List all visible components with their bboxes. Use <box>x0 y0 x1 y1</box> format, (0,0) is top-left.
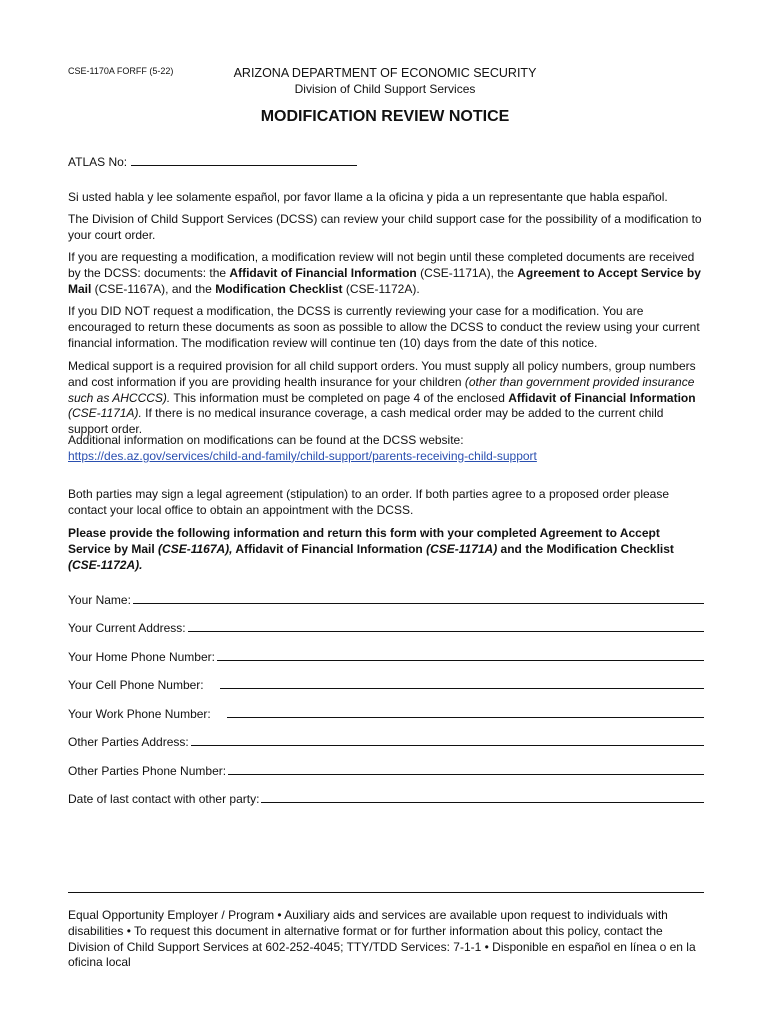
form-code: CSE-1170A FORFF (5-22) <box>68 66 174 76</box>
last-contact-field <box>68 778 704 807</box>
text-span: If there is no medical insurance coverage, a cash medical order may be added to the current child support order. <box>68 406 664 437</box>
bold-italic-span: (CSE-1172A). <box>68 557 143 572</box>
other-phone-field <box>68 749 704 778</box>
bold-italic-span: (CSE-1167A), <box>158 541 233 556</box>
address-field <box>68 607 704 636</box>
bold-span: Affidavit of Financial Information <box>232 541 427 556</box>
bold-span: Modification Checklist <box>215 281 343 296</box>
stipulation-paragraph: Both parties may sign a legal agreement (stipulation) to an order. If both parties agree to a proposed order please contact your local office to obtain an appointment with the DCSS. <box>68 487 670 517</box>
atlas-field <box>68 154 704 171</box>
text-span: (CSE-1171A), the <box>416 265 518 280</box>
not-requested-paragraph: If you DID NOT request a modification, the DCSS is currently reviewing your case for a modification. You are encouraged to return these documents as soon as possible to allow the DCSS to conduct the review using your current financial information. The modification review will continue ten (10) days from the date of this notice. <box>68 304 700 350</box>
text-span: If you are requesting a modification, a modification review will not begin until these completed documents are received by the DCSS: documents: the <box>68 250 695 280</box>
agency-name: ARIZONA DEPARTMENT OF ECONOMIC SECURITY <box>233 66 537 80</box>
contact-form <box>68 578 704 806</box>
work-phone-input-line[interactable] <box>227 705 704 718</box>
text-span: This information must be completed on page 4 of the enclosed <box>170 390 509 405</box>
name-field <box>68 578 704 607</box>
italic-span: (other than government provided insurance such as AHCCCS). <box>68 374 695 405</box>
bold-span: Affidavit of Financial Information <box>508 390 696 405</box>
home-phone-input-line[interactable] <box>217 648 704 661</box>
address-input-line[interactable] <box>188 619 704 632</box>
footer-notice: Equal Opportunity Employer / Program • Auxiliary aids and services are available upon request to individuals with disabilities • To request this document in alternative format or for further information about this policy, contact the Division of Child Support Services at 602-252-4045; TTY/TDD Services: 7-1-1 • Disponible en español en línea o en la oficina local <box>68 908 696 970</box>
bold-span: Affidavit of Financial Information <box>229 265 417 280</box>
atlas-input-line[interactable] <box>131 154 357 166</box>
intro-paragraph: The Division of Child Support Services (DCSS) can review your child support case for the possibility of a modification to your court order. <box>68 212 702 242</box>
text-span: (CSE-1172A). <box>342 281 420 296</box>
division-name: Division of Child Support Services <box>294 82 476 96</box>
field-label: Other Parties Address: <box>68 735 189 749</box>
agency-header <box>0 65 770 97</box>
dcss-website-link[interactable]: https://des.az.gov/services/child-and-family/child-support/parents-receiving-child-support <box>68 448 537 463</box>
field-label: Date of last contact with other party: <box>68 792 260 806</box>
bold-span: Agreement to Accept Service by Mail <box>68 265 701 296</box>
italic-span: (CSE-1171A). <box>68 406 142 421</box>
instruction-paragraph <box>68 526 704 573</box>
additional-info <box>68 433 704 465</box>
spanish-notice: Si usted habla y lee solamente español, por favor llame a la oficina y pida a un representante que habla español. <box>68 190 668 204</box>
field-label: Your Current Address: <box>68 621 186 635</box>
medical-paragraph <box>68 359 704 438</box>
field-label: Your Home Phone Number: <box>68 649 215 664</box>
name-input-line[interactable] <box>133 591 704 604</box>
field-label: Your Work Phone Number: <box>68 706 211 721</box>
bold-italic-span: (CSE-1171A) <box>426 541 498 556</box>
bold-span: and the Modification Checklist <box>497 541 674 556</box>
field-label: Other Parties Phone Number: <box>68 763 227 778</box>
page-title: MODIFICATION REVIEW NOTICE <box>260 108 510 125</box>
bold-span: Please provide the following information and return this form with your completed Agreement to Accept Service by Mail <box>68 526 660 556</box>
last-contact-input-line[interactable] <box>261 790 704 803</box>
field-label: Your Cell Phone Number: <box>68 678 204 692</box>
home-phone-field <box>68 635 704 664</box>
cell-phone-input-line[interactable] <box>220 676 704 689</box>
footer-divider <box>68 892 704 893</box>
other-address-input-line[interactable] <box>191 733 704 746</box>
text-span: Medical support is a required provision for all child support orders. You must supply all policy numbers, group numbers and cost information if you are providing health insurance for your children <box>68 359 696 389</box>
field-label: Your Name: <box>68 592 131 607</box>
additional-text: Additional information on modifications can be found at the DCSS website: <box>68 433 464 447</box>
other-address-field <box>68 721 704 750</box>
cell-phone-field <box>68 664 704 693</box>
other-phone-input-line[interactable] <box>228 762 704 775</box>
requesting-paragraph <box>68 250 704 297</box>
atlas-label: ATLAS No: <box>68 155 128 169</box>
work-phone-field <box>68 692 704 721</box>
text-span: (CSE-1167A), and the <box>91 281 216 296</box>
